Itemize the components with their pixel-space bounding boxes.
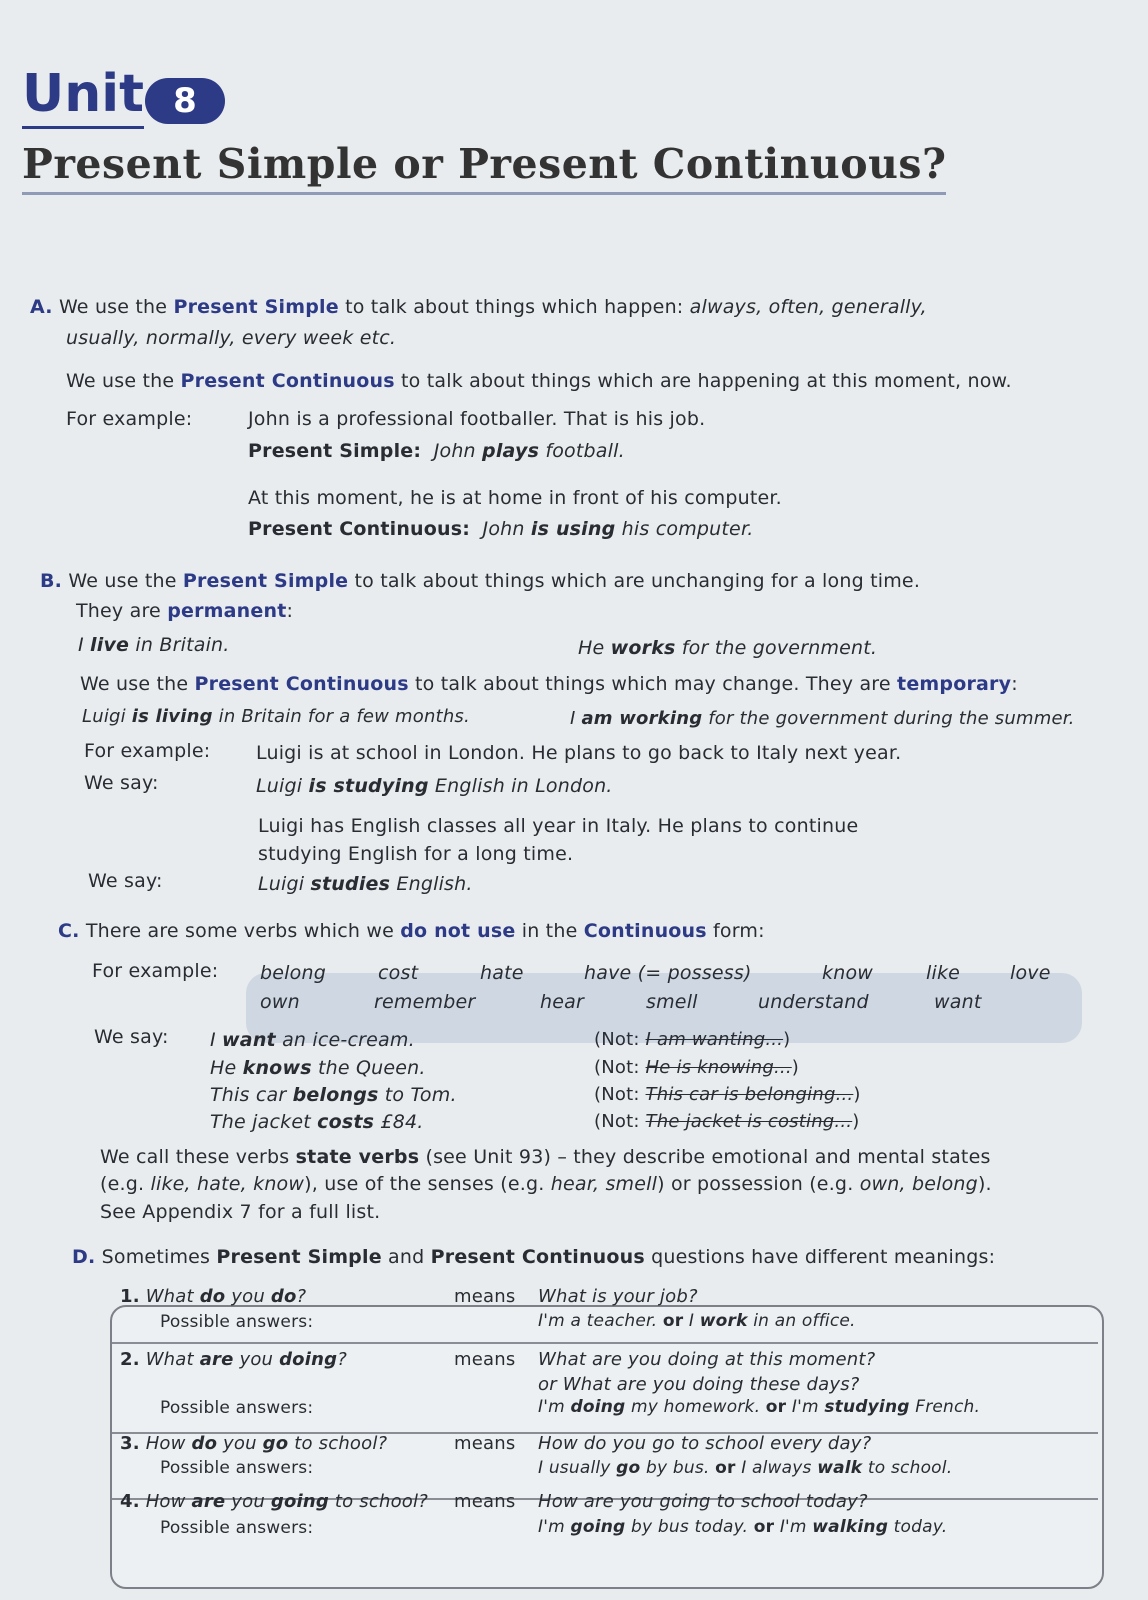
q-part: you	[225, 1286, 271, 1307]
temporary-example-2: I am working for the government during the summer.	[570, 708, 1075, 729]
verb-item: remember	[374, 991, 476, 1013]
section-c-label: C.	[58, 920, 80, 942]
answer-part: I usually	[538, 1458, 617, 1478]
q-part: to school?	[328, 1491, 428, 1512]
question-text	[146, 1286, 307, 1307]
means-label: means	[454, 1349, 516, 1370]
section-b-line-3: We use the Present Continuous to talk about things which may change. They are temporary:	[80, 673, 1018, 695]
possible-answers-label: Possible answers:	[160, 1398, 314, 1418]
q-part: ?	[296, 1286, 307, 1307]
example-verb: costs	[317, 1111, 375, 1133]
question	[120, 1433, 387, 1454]
unit-number-badge: 8	[145, 78, 225, 124]
means-label: means	[454, 1433, 516, 1454]
verb-item: have (= possess)	[584, 962, 752, 984]
means-label: means	[454, 1286, 516, 1307]
verb-item: understand	[758, 991, 869, 1013]
example-a2: At this moment, he is at home in front of his computer.	[248, 487, 782, 509]
page-title: Present Simple or Present Continuous?	[22, 140, 946, 195]
possible-answers-label: Possible answers:	[160, 1312, 314, 1332]
or-label: or	[765, 1397, 787, 1417]
incorrect-example	[594, 1111, 859, 1132]
question-text	[146, 1433, 388, 1454]
verb-item: love	[1010, 962, 1051, 984]
appendix-note: See Appendix 7 for a full list.	[100, 1201, 381, 1223]
question-number: 2.	[120, 1349, 140, 1370]
answer-part: I'm	[538, 1517, 571, 1537]
answer-part: I	[688, 1311, 700, 1331]
q-verb: doing	[279, 1349, 338, 1370]
wrong-form: This car is belonging...	[645, 1084, 854, 1105]
meaning: What are you doing at this moment?	[538, 1349, 876, 1370]
close-paren: )	[852, 1111, 860, 1132]
incorrect-example	[594, 1057, 799, 1078]
incorrect-example	[594, 1029, 790, 1050]
answer-verb: walk	[817, 1458, 863, 1478]
answer-part: in an office.	[747, 1311, 856, 1331]
verb-item: hear	[540, 991, 584, 1013]
example-text: The jacket	[210, 1111, 318, 1133]
correct-example	[210, 1057, 426, 1079]
meaning: How are you going to school today?	[538, 1491, 868, 1512]
q-part: you	[225, 1491, 271, 1512]
incorrect-example	[594, 1084, 861, 1105]
meaning: What is your job?	[538, 1286, 698, 1307]
possible-answers-label: Possible answers:	[160, 1458, 314, 1478]
section-d-line-1: D. Sometimes Present Simple and Present Continuous questions have different meanings:	[72, 1246, 996, 1268]
permanent-example-1: I live in Britain.	[78, 634, 230, 656]
q-verb: going	[270, 1491, 329, 1512]
verb-item: like	[926, 962, 961, 984]
we-say-example-2: Luigi studies English.	[258, 873, 473, 895]
possible-answers	[538, 1311, 856, 1331]
example-text: I	[210, 1029, 223, 1051]
meaning: How do you go to school every day?	[538, 1433, 872, 1454]
section-a-line-1: A. We use the Present Simple to talk about things which happen: always, often, generally,	[30, 296, 927, 318]
q-verb: go	[262, 1433, 289, 1454]
example-text: He	[210, 1057, 243, 1079]
verb-item: want	[934, 991, 982, 1013]
section-d-label: D.	[72, 1246, 96, 1268]
we-say-label-2: We say:	[88, 870, 163, 892]
answer-part: French.	[909, 1397, 981, 1417]
or-label: or	[753, 1517, 775, 1537]
section-c-line-1: C. There are some verbs which we do not use in the Continuous form:	[58, 920, 765, 942]
answer-part: by bus today.	[625, 1517, 749, 1537]
section-a-line-3: We use the Present Continuous to talk about things which are happening at this moment, now.	[66, 370, 1012, 392]
example-verb: want	[222, 1029, 276, 1051]
close-paren: )	[783, 1029, 791, 1050]
section-b-line-2: They are permanent:	[76, 600, 294, 622]
answer-part: I'm a teacher.	[538, 1311, 658, 1331]
or-label: or	[662, 1311, 684, 1331]
example-text: the Queen.	[311, 1057, 426, 1079]
q-part: to school?	[288, 1433, 388, 1454]
not-label: (Not:	[594, 1111, 640, 1132]
answer-part: I'm	[538, 1397, 571, 1417]
q-part: you	[233, 1349, 280, 1370]
not-label: (Not:	[594, 1084, 640, 1105]
answer-part: I'm	[779, 1517, 813, 1537]
section-a-label: A.	[30, 296, 53, 318]
wrong-form: I am wanting...	[645, 1029, 784, 1050]
possible-answers	[538, 1397, 980, 1417]
possible-answers-label: Possible answers:	[160, 1518, 314, 1538]
verb-item: smell	[646, 991, 698, 1013]
means-label: means	[454, 1491, 516, 1512]
we-say-example-1: Luigi is studying English in London.	[256, 775, 613, 797]
answer-verb: studying	[824, 1397, 910, 1417]
temporary-example-1: Luigi is living in Britain for a few months.	[82, 706, 470, 727]
answer-part: by bus.	[640, 1458, 710, 1478]
q-part: How	[145, 1433, 192, 1454]
verb-item: own	[260, 991, 300, 1013]
example-text: This car	[210, 1084, 293, 1106]
example-verb: belongs	[292, 1084, 379, 1106]
example-a1-answer: Present Simple: John plays football.	[248, 440, 625, 462]
question	[120, 1349, 347, 1370]
example-b2-line-1: Luigi has English classes all year in Italy. He plans to continue	[258, 815, 859, 837]
we-say-label-c: We say:	[94, 1026, 169, 1048]
not-label: (Not:	[594, 1029, 640, 1050]
possible-answers	[538, 1517, 947, 1537]
wrong-form: The jacket is costing...	[645, 1111, 853, 1132]
meaning-alt: or What are you doing these days?	[538, 1374, 860, 1395]
question-number: 4.	[120, 1491, 140, 1512]
example-b2-line-2: studying English for a long time.	[258, 843, 574, 865]
state-verbs-note-2: (e.g. like, hate, know), use of the senses (e.g. hear, smell) or possession (e.g. own, belong).	[100, 1173, 992, 1195]
answer-part: to school.	[862, 1458, 953, 1478]
section-b-line-1: B. We use the Present Simple to talk about things which are unchanging for a long time.	[40, 570, 921, 592]
we-say-label-1: We say:	[84, 772, 159, 794]
answer-part: my homework.	[625, 1397, 761, 1417]
answer-part: I always	[741, 1458, 818, 1478]
close-paren: )	[791, 1057, 799, 1078]
question	[120, 1286, 306, 1307]
example-text: £84.	[374, 1111, 424, 1133]
answer-verb: going	[570, 1517, 626, 1537]
q-verb: do	[199, 1286, 226, 1307]
question-number: 1.	[120, 1286, 140, 1307]
q-verb: do	[270, 1286, 297, 1307]
q-part: How	[145, 1491, 192, 1512]
answer-verb: walking	[812, 1517, 889, 1537]
q-part: What	[145, 1286, 200, 1307]
example-verb: knows	[242, 1057, 312, 1079]
verb-item: belong	[260, 962, 326, 984]
q-verb: are	[191, 1491, 226, 1512]
verb-item: know	[822, 962, 874, 984]
section-b-label: B.	[40, 570, 63, 592]
not-label: (Not:	[594, 1057, 640, 1078]
example-a1: John is a professional footballer. That is his job.	[248, 408, 706, 430]
wrong-form: He is knowing...	[645, 1057, 792, 1078]
question-text	[146, 1349, 347, 1370]
correct-example	[210, 1029, 415, 1051]
example-a2-answer: Present Continuous: John is using his computer.	[248, 518, 754, 540]
possible-answers	[538, 1458, 952, 1478]
example-text: an ice-cream.	[275, 1029, 415, 1051]
q-part: you	[217, 1433, 263, 1454]
q-verb: do	[191, 1433, 218, 1454]
answer-verb: go	[616, 1458, 641, 1478]
q-verb: are	[199, 1349, 234, 1370]
state-verbs-note-1: We call these verbs state verbs (see Unit 93) – they describe emotional and mental states	[100, 1146, 991, 1168]
question-text	[146, 1491, 428, 1512]
section-a-line-2: usually, normally, every week etc.	[66, 327, 397, 349]
question-number: 3.	[120, 1433, 140, 1454]
answer-part: today.	[888, 1517, 948, 1537]
answer-verb: doing	[570, 1397, 626, 1417]
q-part: What	[145, 1349, 200, 1370]
verb-item: cost	[378, 962, 419, 984]
table-divider	[112, 1342, 1098, 1344]
example-text: to Tom.	[378, 1084, 457, 1106]
or-label: or	[715, 1458, 736, 1478]
answer-verb: work	[699, 1311, 748, 1331]
example-b1: Luigi is at school in London. He plans to go back to Italy next year.	[256, 742, 902, 764]
close-paren: )	[853, 1084, 861, 1105]
q-part: ?	[337, 1349, 347, 1370]
correct-example	[210, 1111, 424, 1133]
answer-part: I'm	[791, 1397, 825, 1417]
for-example-label-c: For example:	[92, 960, 219, 982]
for-example-label-a: For example:	[66, 408, 193, 430]
for-example-label-b: For example:	[84, 740, 211, 762]
verb-item: hate	[480, 962, 524, 984]
permanent-example-2: He works for the government.	[578, 637, 878, 659]
unit-label: Unit	[22, 62, 144, 129]
question	[120, 1491, 428, 1512]
correct-example	[210, 1084, 457, 1106]
